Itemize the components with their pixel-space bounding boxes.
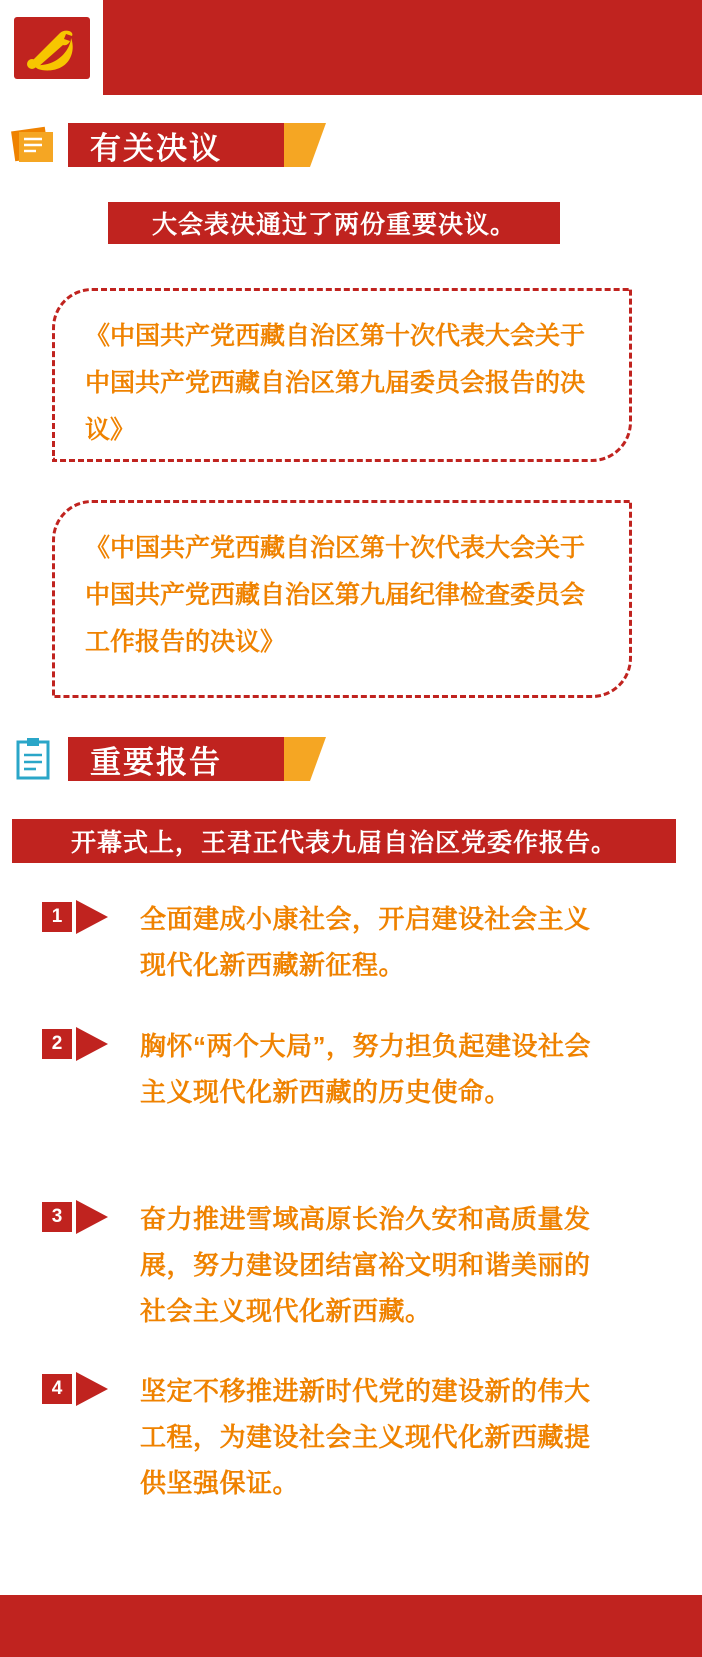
list-item-text: 全面建成小康社会，开启建设社会主义现代化新西藏新征程。	[140, 904, 591, 980]
hammer-and-sickle-icon	[14, 17, 90, 79]
list-item-text: 胸怀“两个大局”，努力担负起建设社会主义现代化新西藏的历史使命。	[140, 1031, 592, 1107]
arrow-right-icon	[76, 1027, 108, 1061]
statement-resolutions: 大会表决通过了两份重要决议。	[108, 202, 560, 244]
list-item-number: 2	[42, 1029, 72, 1059]
top-banner	[0, 0, 702, 95]
section-plate-report	[68, 737, 284, 781]
section-title-report: 重要报告	[90, 744, 222, 780]
section-header-report	[10, 737, 340, 781]
section-title-resolutions: 有关决议	[90, 130, 222, 166]
arrow-right-icon	[76, 1372, 108, 1406]
resolution-box-2	[52, 500, 632, 698]
list-item-number: 1	[42, 902, 72, 932]
section-plate-resolutions	[68, 123, 284, 167]
resolution-text-2: 《中国共产党西藏自治区第十次代表大会关于中国共产党西藏自治区第九届纪律检查委员会工作报告的决议》	[85, 534, 586, 656]
list-item-number: 4	[42, 1374, 72, 1404]
list-item-text: 奋力推进雪域高原长治久安和高质量发展，努力建设团结富裕文明和谐美丽的社会主义现代化新西藏。	[140, 1204, 591, 1326]
document-stack-icon	[10, 123, 58, 167]
clipboard-icon	[10, 737, 58, 781]
arrow-right-icon	[76, 1200, 108, 1234]
bottom-bar	[0, 1595, 702, 1657]
section-header-resolutions	[10, 123, 340, 167]
resolution-text-1: 《中国共产党西藏自治区第十次代表大会关于中国共产党西藏自治区第九届委员会报告的决议》	[85, 322, 586, 444]
arrow-right-icon	[76, 900, 108, 934]
resolution-box-1	[52, 288, 632, 462]
list-item-text: 坚定不移推进新时代党的建设新的伟大工程，为建设社会主义现代化新西藏提供坚强保证。	[140, 1376, 591, 1498]
statement-report: 开幕式上，王君正代表九届自治区党委作报告。	[12, 819, 676, 863]
list-item-number: 3	[42, 1202, 72, 1232]
